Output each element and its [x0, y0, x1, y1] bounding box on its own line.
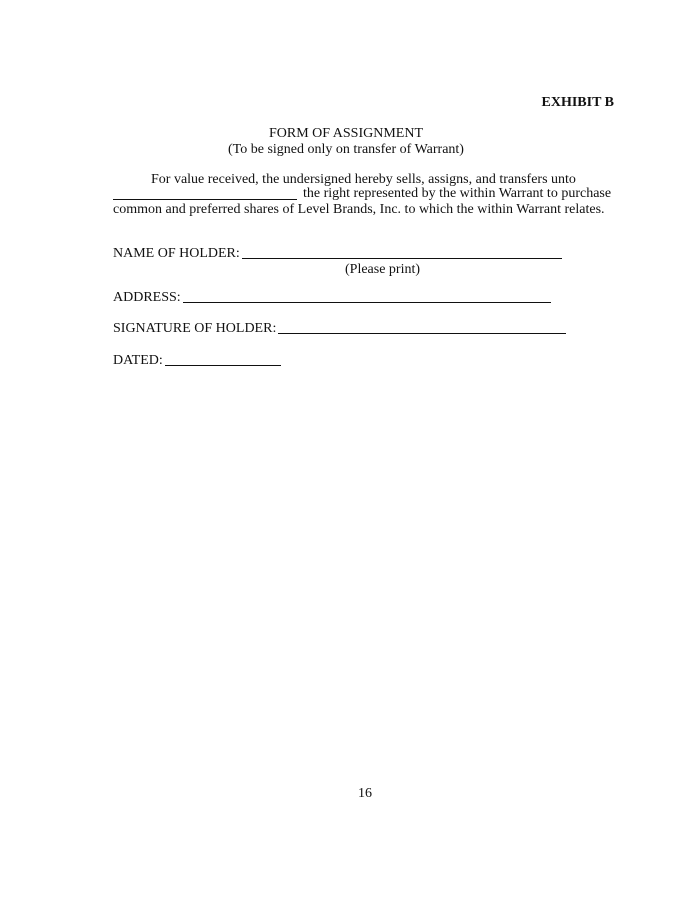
exhibit-label: EXHIBIT B [541, 95, 614, 110]
paragraph-line-2: the right represented by the within Warrant to purchase [303, 186, 612, 201]
signature-field [113, 321, 566, 337]
form-title: FORM OF ASSIGNMENT [268, 126, 424, 141]
signature-label: SIGNATURE OF HOLDER: [113, 321, 277, 336]
dated-field [113, 353, 281, 369]
please-print-hint: (Please print) [345, 262, 421, 277]
assignee-blank-line [113, 199, 297, 200]
name-of-holder-line [242, 258, 562, 259]
name-of-holder-field [113, 246, 562, 262]
signature-line [278, 333, 566, 334]
name-of-holder-label: NAME OF HOLDER: [113, 246, 240, 261]
page-number: 16 [358, 786, 372, 801]
address-field [113, 290, 551, 306]
address-label: ADDRESS: [113, 290, 181, 305]
form-subtitle: (To be signed only on transfer of Warrant) [228, 142, 464, 157]
dated-label: DATED: [113, 353, 163, 368]
address-line [183, 302, 551, 303]
dated-line [165, 365, 281, 366]
paragraph-line-1: For value received, the undersigned hereby sells, assigns, and transfers unto [151, 172, 576, 187]
paragraph-line-3: common and preferred shares of Level Brands, Inc. to which the within Warrant relates. [113, 202, 605, 217]
